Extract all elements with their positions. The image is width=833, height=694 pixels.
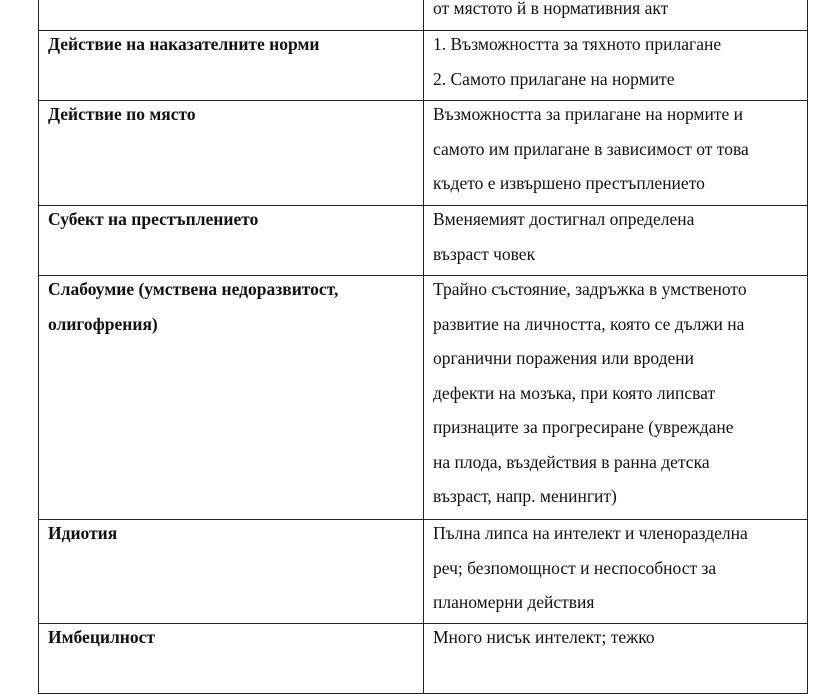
term-text: Идиотия (48, 523, 118, 543)
definition-line: органични поражения или вродени (433, 348, 694, 368)
definition-line: Вменяемият достигнал определена (433, 209, 695, 229)
definition-cell (423, 520, 808, 623)
definition-cell (423, 624, 808, 693)
definition-line: развитие на личността, която се дължи на (433, 313, 745, 334)
definition-cell (423, 0, 808, 30)
term-text: Действие на наказателните норми (48, 34, 320, 54)
definition-line: Трайно състояние, задръжка в умственото (433, 279, 747, 299)
table-row (38, 624, 808, 694)
definition-line: Възможността за прилагане на нормите и (433, 104, 744, 124)
table-row (38, 276, 808, 520)
definition-line: дефекти на мозъка, при която липсват (433, 382, 716, 403)
definition-line: Много нисък интелект; тежко (433, 627, 655, 647)
definition-line: самото им прилагане в зависимост от това (433, 138, 749, 159)
term-cell (38, 31, 423, 100)
definition-line: реч; безпомощност и неспособност за (433, 557, 717, 578)
definition-line: възраст човек (433, 243, 536, 264)
definition-cell (423, 206, 808, 275)
term-cell (38, 101, 423, 205)
term-text: Имбецилност (48, 627, 155, 647)
term-cell (38, 520, 423, 623)
definition-line: планомерни действия (433, 592, 595, 612)
definition-line: възраст, напр. менингит) (433, 486, 617, 506)
term-text: Субект на престъплението (48, 209, 259, 229)
term-cell (38, 624, 423, 693)
definition-line: от мястото й в нормативния акт (433, 0, 669, 18)
definitions-table (38, 0, 808, 694)
term-text: Слабоумие (умствена недоразвитост, олигофрения) (48, 279, 339, 334)
definition-line: Пълна липса на интелект и членоразделна (433, 523, 748, 543)
definition-line: 1. Възможността за тяхното прилагане (433, 34, 722, 54)
definition-line: 2. Самото прилагане на нормите (433, 68, 675, 89)
definition-cell (423, 276, 808, 519)
term-cell (38, 206, 423, 275)
definition-cell (423, 31, 808, 100)
definition-line: където е извършено престъплението (433, 173, 705, 193)
table-row (38, 206, 808, 276)
term-cell (38, 276, 423, 519)
table-row (38, 101, 808, 206)
term-cell (38, 0, 423, 30)
definition-cell (423, 101, 808, 205)
table-row (38, 520, 808, 624)
term-text: Действие по място (48, 104, 196, 124)
definition-line: признаците за прогресиране (увреждане (433, 417, 734, 437)
table-row (38, 31, 808, 101)
definition-line: на плода, въздействия в ранна детска (433, 451, 710, 472)
